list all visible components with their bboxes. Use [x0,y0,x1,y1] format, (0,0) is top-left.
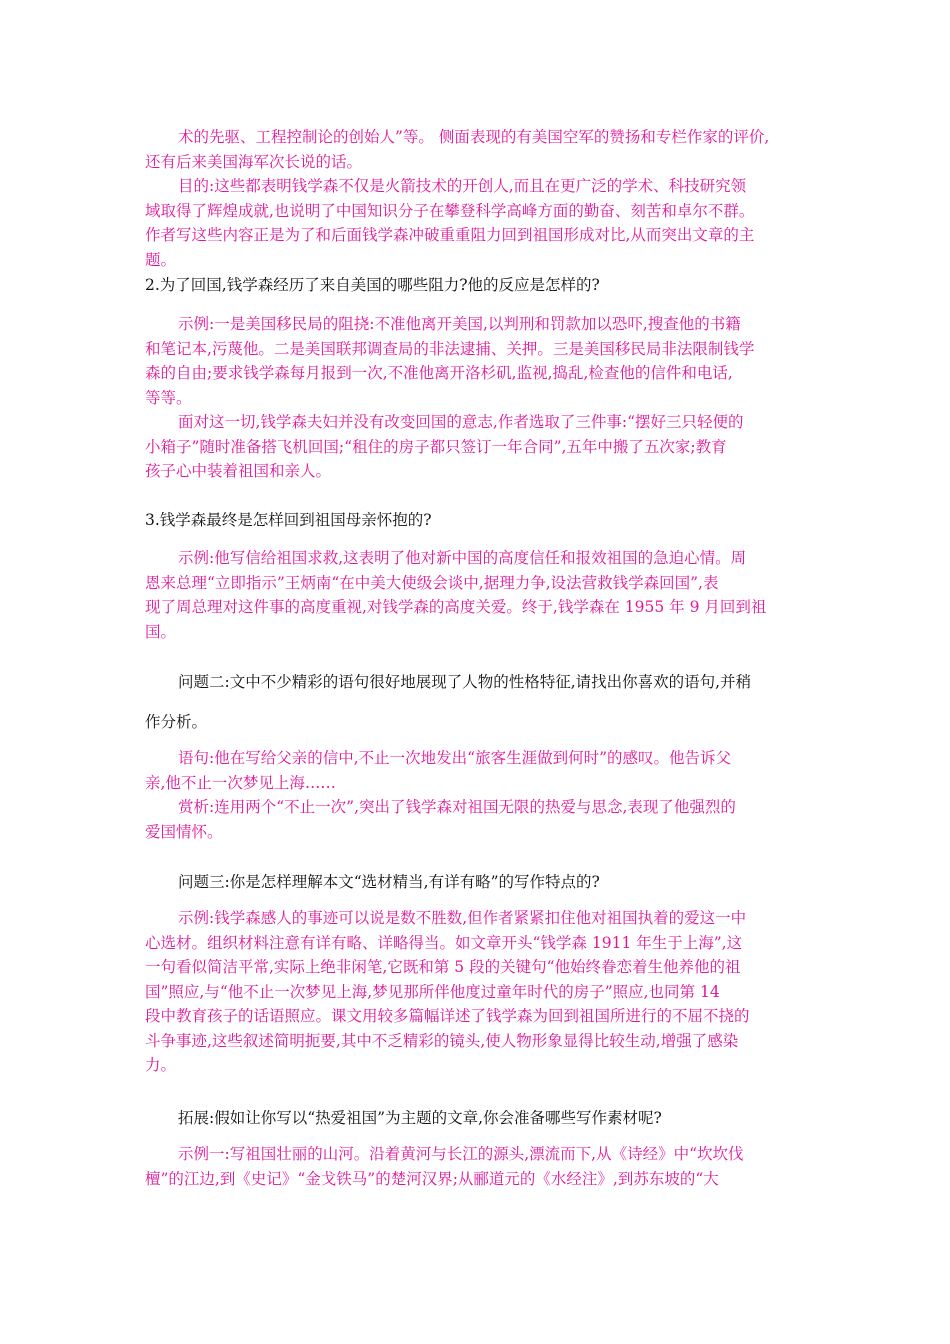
question-heading [145,508,810,533]
text-line: 3.钱学森最终是怎样回到祖国母亲怀抱的? [145,511,432,529]
text-line: 段中教育孩子的话语照应。课文用较多篇幅详述了钱学森为回到祖国所进行的不屈不挠的 [145,1007,750,1025]
text-line: 恩来总理“立即指示”王炳南“在中美大使级会谈中,据理力争,设法营救钱学森回国”,表 [145,573,719,592]
answer-paragraph [145,174,810,272]
text-line: 森的自由;要求钱学森每月报到一次,不准他离开洛杉矶,监视,捣乱,检查他的信件和电话, [145,364,733,382]
text-line: 一句看似简洁平常,实际上绝非闲笔,它既和第 5 段的关键句“他始终眷恋着生他养他的祖 [145,958,741,976]
text-line: 题。 [145,250,177,269]
question-heading [145,273,810,298]
answer-paragraph [145,746,810,795]
text-line: 拓展:假如让你写以“热爱祖国”为主题的文章,你会准备哪些写作素材呢? [178,1109,662,1127]
text-line: 目的:这些都表明钱学森不仅是火箭技术的开创人,而且在更广泛的学术、科技研究领 [178,177,747,195]
text-line: 斗争事迹,这些叙述简明扼要,其中不乏精彩的镜头,使人物形象显得比较生动,增强了感染 [145,1031,739,1050]
answer-paragraph [145,906,810,1078]
text-line: 和笔记本,污蔑他。二是美国联邦调查局的非法逮捕、关押。三是美国移民局非法限制钱学 [145,339,755,358]
question-heading [145,870,810,895]
text-line: 现了周总理对这件事的高度重视,对钱学森的高度关爱。终于,钱学森在 1955 年 9 月回到祖 [145,598,767,616]
answer-paragraph [145,546,810,644]
text-line: 问题三:你是怎样理解本文“选材精当,有详有略”的写作特点的? [178,873,600,891]
text-line: 孩子心中装着祖国和亲人。 [145,462,332,480]
answer-paragraph [145,125,810,174]
answer-paragraph [145,1142,810,1191]
question-heading [145,670,810,734]
text-line: 小箱子”随时准备搭飞机回国;“租住的房子都只签订一年合同”,五年中搬了五次家;教育 [145,437,727,456]
text-line: 示例一:写祖国壮丽的山河。沿着黄河与长江的源头,漂流而下,从《诗经》中“坎坎伐 [178,1145,744,1163]
text-line: 示例:他写信给祖国求救,这表明了他对新中国的高度信任和报效祖国的急迫心情。周 [178,549,747,567]
text-line: 术的先驱、工程控制论的创始人”等。 侧面表现的有美国空军的赞扬和专栏作家的评价, [178,128,770,146]
text-line: 国。 [145,622,177,641]
text-line: 等等。 [145,388,192,407]
text-line: 面对这一切,钱学森夫妇并没有改变回国的意志,作者选取了三件事:“摆好三只轻便的 [178,413,744,431]
text-line: 语句:他在写给父亲的信中,不止一次地发出“旅客生涯做到何时”的感叹。他告诉父 [178,749,731,767]
text-line: 示例:钱学森感人的事迹可以说是数不胜数,但作者紧紧扣住他对祖国执着的爱这一中 [178,909,747,927]
text-line: 2.为了回国,钱学森经历了来自美国的哪些阻力?他的反应是怎样的? [145,276,600,294]
text-line: 心选材。组织材料注意有详有略、详略得当。如文章开头“钱学森 1911 年生于上海”,这 [145,933,743,952]
text-line: 国”照应,与“他不止一次梦见上海,梦见那所伴他度过童年时代的房子”照应,也同第 14 [145,982,720,1001]
text-line: 作分析。 [145,712,208,731]
text-line: 域取得了辉煌成就,也说明了中国知识分子在攀登科学高峰方面的勤奋、刻苦和卓尔不群。 [145,201,755,220]
text-line: 檀”的江边,到《史记》“金戈铁马”的楚河汉界;从郦道元的《水经注》,到苏东坡的“大 [145,1169,719,1188]
text-line: 爱国情怀。 [145,822,223,841]
text-line: 示例:一是美国移民局的阻挠:不准他离开美国,以判刑和罚款加以恐吓,搜查他的书籍 [178,315,741,333]
text-line: 赏析:连用两个“不止一次”,突出了钱学森对祖国无限的热爱与思念,表现了他强烈的 [178,798,736,816]
text-line: 还有后来美国海军次长说的话。 [145,152,363,171]
text-line: 问题二:文中不少精彩的语句很好地展现了人物的性格特征,请找出你喜欢的语句,并稍 [178,673,752,691]
answer-paragraph [145,312,810,410]
text-line: 力。 [145,1056,177,1074]
question-heading [145,1106,810,1131]
text-line: 亲,他不止一次梦见上海…… [145,773,336,792]
answer-paragraph [145,410,810,484]
answer-paragraph [145,795,810,844]
text-line: 作者写这些内容正是为了和后面钱学森冲破重重阻力回到祖国形成对比,从而突出文章的主 [145,226,755,244]
